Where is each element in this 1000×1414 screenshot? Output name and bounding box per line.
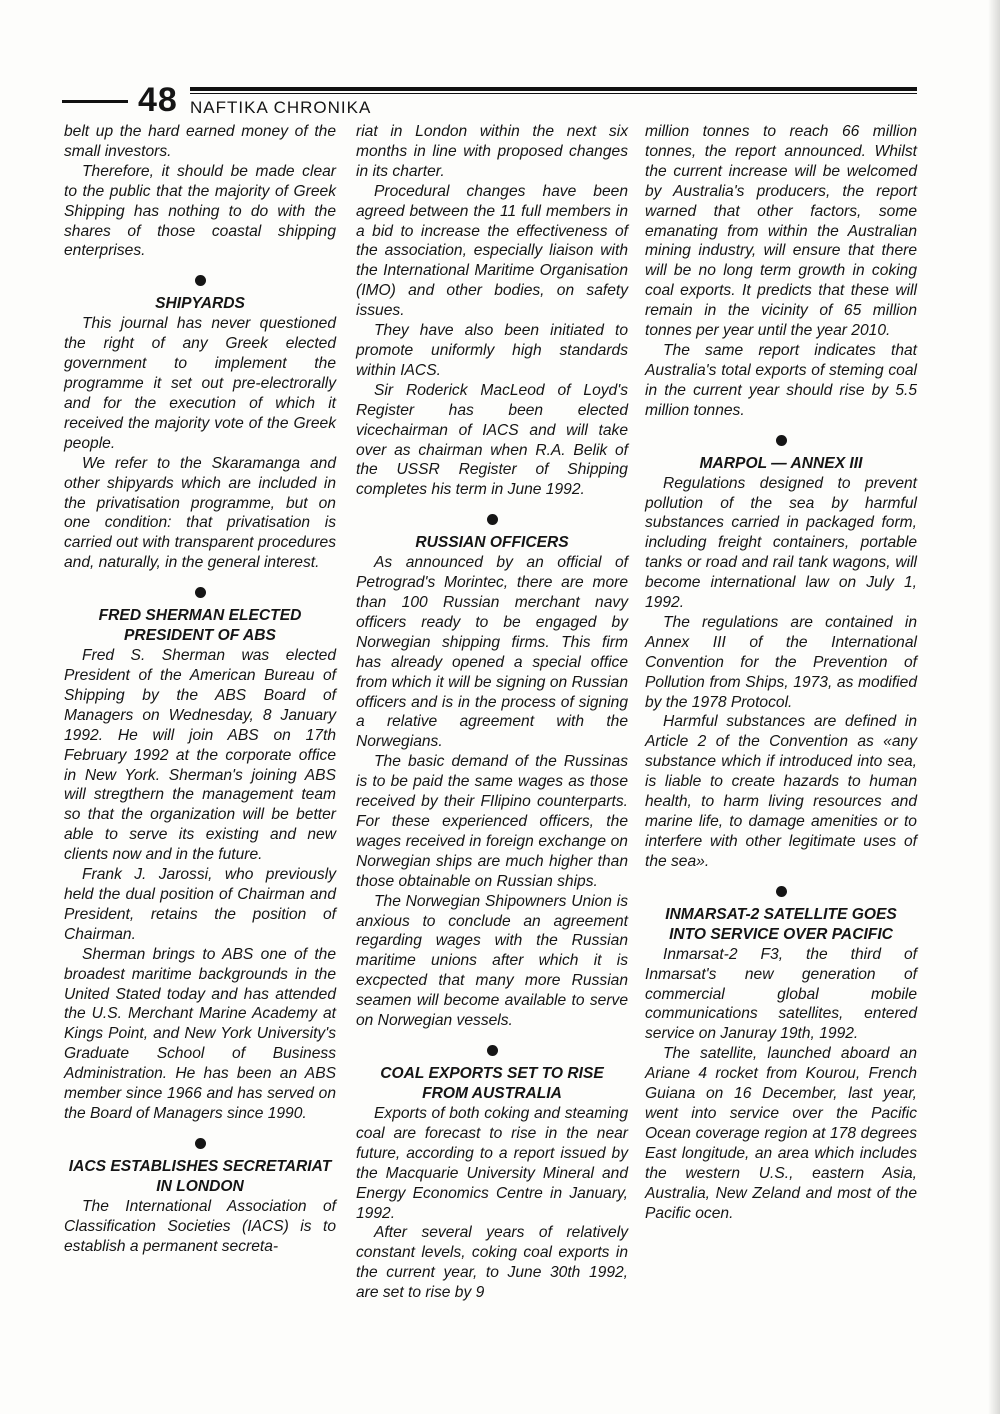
heading-marpol: MARPOL — ANNEX III xyxy=(699,454,863,472)
header-rule-thin xyxy=(190,93,917,94)
section-bullet xyxy=(776,435,787,446)
heading-sherman-abs: FRED SHERMAN ELECTED PRESIDENT OF ABS xyxy=(98,607,302,645)
header-rule-right xyxy=(190,87,917,91)
paragraph: The regulations are contained in Annex III of the International Convention for the Prevention of Pollution from Ships, 1973, as modified by the 1978 Protocol. xyxy=(645,613,917,711)
paragraph: Exports of both coking and steaming coal are forecast to rise in the near future, according to a report issued by the Macquarie University Mineral and Energy Economics Centre in January, 1992. xyxy=(356,1104,628,1222)
paragraph: Fred S. Sherman was elected President of the American Bureau of Shipping by the ABS Board of Managers on Wednesday, 8 January 1992. He will join ABS on 17th February 1992 at the corporate office in New York. Sherman's joining ABS will stregthern the management team so that the organization will be better able to serve its existing and new clients now and in the future. xyxy=(64,647,336,864)
heading-iacs: IACS ESTABLISHES SECRETARIAT IN LONDON xyxy=(68,1157,332,1195)
paragraph: Inmarsat-2 F3, the third of Inmarsat's new generation of commercial global mobile communications satellites, entered service on Januray 19th, 1992. xyxy=(645,945,917,1043)
section-bullet xyxy=(195,587,206,598)
section-bullet xyxy=(487,514,498,525)
magazine-title: NAFTIKA CHRONIKA xyxy=(190,98,372,117)
paragraph: Procedural changes have been agreed between the 11 full members in a bid to increase the effectiveness of the association, especially liaison with the International Maritime Organisation (IMO) and other bodies, on safety issues. xyxy=(356,182,628,320)
heading-shipyards: SHIPYARDS xyxy=(155,295,245,313)
column-2 xyxy=(356,122,628,1303)
paragraph: belt up the hard earned money of the small investors. xyxy=(64,123,336,160)
section-bullet xyxy=(195,275,206,286)
paragraph: million tonnes to reach 66 million tonnes, the report announced. Whilst the current increase will be welcomed by Australia's producers, the report warned that other factors, some emanating from within the Australian mining industry, will ensure that there will be no long term growth in coking coal exports. It predicts that these will remain in the vicinity of 65 million tonnes per year until the year 2010. xyxy=(645,123,917,340)
paragraph: The same report indicates that Australia's total exports of steming coal in the current year should rise by 5.5 million tonnes. xyxy=(645,341,917,419)
paragraph: Sherman brings to ABS one of the broadest maritime backgrounds in the United Stated today and has attended the U.S. Merchant Marine Academy at Kings Point, and New York University's Graduate School of Business Administration. He has been an ABS member since 1966 and has served on the Board of Managers since 1990. xyxy=(64,945,336,1122)
heading-inmarsat: INMARSAT-2 SATELLITE GOES INTO SERVICE OVER PACIFIC xyxy=(665,905,897,943)
page-header xyxy=(62,82,917,122)
heading-coal-exports: COAL EXPORTS SET TO RISE FROM AUSTRALIA xyxy=(380,1064,604,1102)
heading-russian-officers: RUSSIAN OFFICERS xyxy=(415,534,569,552)
paragraph: Therefore, it should be made clear to the public that the majority of Greek Shipping has nothing to do with the shares of those coastal shipping enterprises. xyxy=(64,162,336,260)
column-3 xyxy=(645,122,917,1223)
paragraph: The satellite, launched aboard an Ariane 4 rocket from Kourou, French Guiana on 16 December, last year, went into service over the Pacific Ocean coverage region at 178 degrees East longitude, an area which includes the western U.S., eastern Asia, Australia, New Zeland and most of the Pacific ocen. xyxy=(645,1045,917,1222)
paragraph: Regulations designed to prevent pollution of the sea by harmful substances carried in packaged form, including freight containers, portable tanks or road and rail tank wagons, will become international law on July 1, 1992. xyxy=(645,474,917,612)
paragraph: The International Association of Classification Societies (IACS) is to establish a permanent secreta- xyxy=(64,1197,336,1255)
section-bullet xyxy=(195,1138,206,1149)
page-edge-shadow xyxy=(988,0,1000,1414)
paragraph: After several years of relatively constant levels, coking coal exports in the current year, to June 30th 1992, are set to rise by 9 xyxy=(356,1224,628,1302)
paragraph: Sir Roderick MacLeod of Loyd's Register has been elected vicechairman of IACS and will take over as chairman when R.A. Belik of the USSR Register of Shipping completes his term in June 1992. xyxy=(356,381,628,499)
paragraph: The basic demand of the Russinas is to be paid the same wages as those received by their FIlipino counterparts. For these experienced officers, the wages received in foreign exchange on Norwegian ships are much higher than those obtainable on Russian ships. xyxy=(356,753,628,890)
paragraph: Harmful substances are defined in Article 2 of the Convention as «any substance which if introduced into sea, is liable to create hazards to human health, to harm living resources and marine life, to damage amenities or to interfere with other legitimate uses of the sea». xyxy=(645,713,917,870)
paragraph: riat in London within the next six months in line with proposed changes in its charter. xyxy=(356,123,628,180)
header-rule-left xyxy=(62,100,128,103)
paragraph: Frank J. Jarossi, who previously held the dual position of Chairman and President, retains the position of Chairman. xyxy=(64,866,336,943)
section-bullet xyxy=(776,886,787,897)
page-number: 48 xyxy=(138,81,178,119)
paragraph: This journal has never questioned the right of any Greek elected government to implement the programme it set out pre-electrorally and for the execution of which it received the majority vote of the Greek people. xyxy=(64,315,336,452)
paragraph: They have also been initiated to promote uniformly high standards within IACS. xyxy=(356,322,628,379)
column-1 xyxy=(64,122,336,1257)
paragraph: The Norwegian Shipowners Union is anxious to conclude an agreement regarding wages with the Russian maritime unions after which it is excpected that many more Russian seamen will become available to serve on Norwegian vessels. xyxy=(356,892,628,1030)
paragraph: As announced by an official of Petrograd's Morintec, there are more than 100 Russian merchant navy officers ready to be engaged by Norwegian shipping firms. This firm has already opened a special office from which it will be signing on Russian officers and is in the process of signing a relative agreement with the Norwegians. xyxy=(356,554,628,751)
paragraph: We refer to the Skaramanga and other shipyards which are included in the privatisation programme, but on one condition: that privatisation is carried out with transparent procedures and, naturally, in the general interest. xyxy=(64,454,336,572)
section-bullet xyxy=(487,1045,498,1056)
